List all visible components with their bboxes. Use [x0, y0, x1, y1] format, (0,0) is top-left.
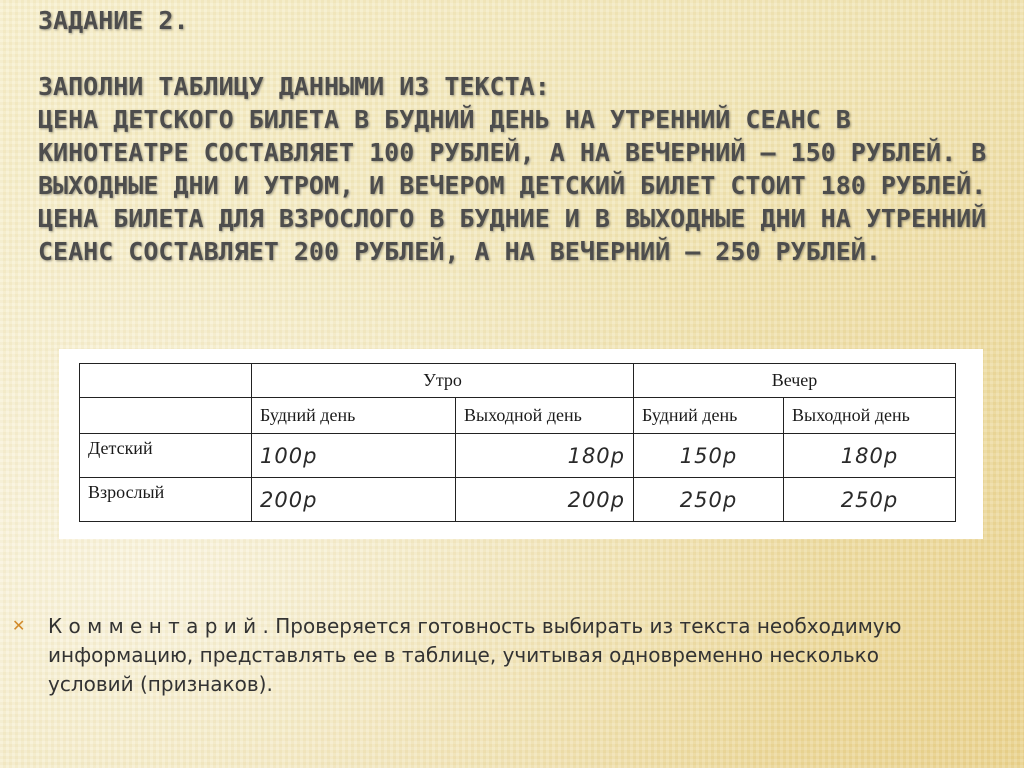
row-label-adult: Взрослый [80, 478, 252, 522]
task-paragraph-adults: ЦЕНА БИЛЕТА ДЛЯ ВЗРОСЛОГО В БУДНИЕ И В ВЫХОДНЫЕ ДНИ НА УТРЕННИЙ СЕАНС СОСТАВЛЯЕТ 200 РУБЛЕЙ, А НА ВЕЧЕРНИЙ – 250 РУБЛЕЙ. [38, 204, 987, 266]
task-instruction: ЗАПОЛНИ ТАБЛИЦУ ДАННЫМИ ИЗ ТЕКСТА: [38, 72, 550, 101]
table-row [80, 478, 956, 522]
comment-label: К о м м е н т а р и й . [48, 614, 269, 638]
cell-child-morning-weekend: 180р [456, 434, 634, 478]
ticket-price-table-image [59, 349, 983, 539]
ticket-price-table [79, 363, 956, 522]
cell-adult-evening-weekday: 250р [634, 478, 784, 522]
cell-adult-morning-weekday: 200р [252, 478, 456, 522]
table-corner-cell-lower [80, 398, 252, 434]
subheader-morning-weekday: Будний день [252, 398, 456, 434]
table-header-groups [80, 364, 956, 398]
cell-child-evening-weekend: 180р [784, 434, 956, 478]
header-morning: Утро [252, 364, 634, 398]
table-corner-cell [80, 364, 252, 398]
subheader-evening-weekday: Будний день [634, 398, 784, 434]
cell-child-morning-weekday: 100р [252, 434, 456, 478]
table-header-days [80, 398, 956, 434]
slide-title [38, 4, 998, 268]
comment-text: Проверяется готовность выбирать из текста необходимую информацию, представлять ее в таблице, учитывая одновременно несколько условий (признаков). [48, 614, 902, 696]
x-mark-bullet-icon: ✕ [12, 616, 26, 635]
task-title: ЗАДАНИЕ 2. [38, 6, 189, 35]
cell-adult-morning-weekend: 200р [456, 478, 634, 522]
cell-child-evening-weekday: 150р [634, 434, 784, 478]
cell-adult-evening-weekend: 250р [784, 478, 956, 522]
header-evening: Вечер [634, 364, 956, 398]
subheader-evening-weekend: Выходной день [784, 398, 956, 434]
comment-paragraph [48, 612, 968, 699]
row-label-child: Детский [80, 434, 252, 478]
subheader-morning-weekend: Выходной день [456, 398, 634, 434]
table-row [80, 434, 956, 478]
title-gap [38, 37, 998, 70]
task-paragraph-children: ЦЕНА ДЕТСКОГО БИЛЕТА В БУДНИЙ ДЕНЬ НА УТРЕННИЙ СЕАНС В КИНОТЕАТРЕ СОСТАВЛЯЕТ 100 РУБЛЕЙ, А НА ВЕЧЕРНИЙ – 150 РУБЛЕЙ. В ВЫХОДНЫЕ ДНИ И УТРОМ, И ВЕЧЕРОМ ДЕТСКИЙ БИЛЕТ СТОИТ 180 РУБЛЕЙ. [38, 105, 987, 200]
